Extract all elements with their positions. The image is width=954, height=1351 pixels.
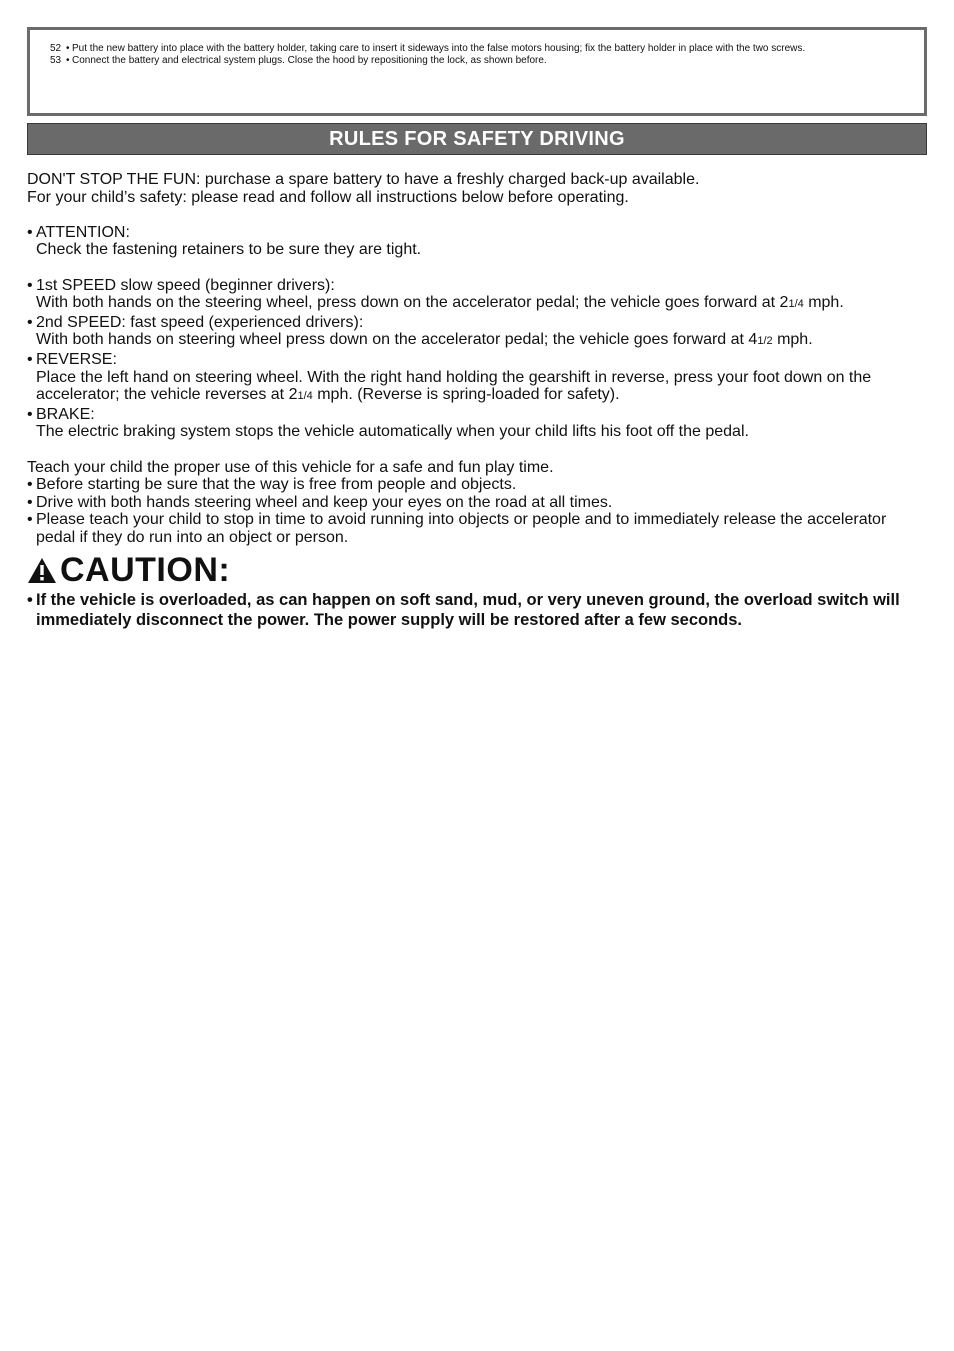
step-number: 53	[50, 55, 62, 66]
teach-intro: Teach your child the proper use of this vehicle for a safe and fun play time.	[27, 458, 554, 476]
instructions-body	[27, 171, 927, 546]
bullet: •	[27, 511, 33, 529]
fraction: 1/4	[297, 390, 313, 403]
bullet: •	[27, 493, 33, 511]
list-item: • If the vehicle is overloaded, as can happen on soft sand, mud, or very uneven ground, the overload switch will immediately disconnect the power. The power supply will be restored after a few seconds.	[27, 591, 900, 629]
caution-title: CAUTION:	[60, 550, 231, 589]
speed1-label: 1st SPEED slow speed (beginner drivers):	[36, 276, 335, 294]
bullet: •	[27, 591, 33, 609]
steps-box	[27, 27, 927, 116]
reverse-label: REVERSE:	[36, 350, 117, 368]
step-text: Connect the battery and electrical system plugs. Close the hood by repositioning the lock, as shown before.	[72, 55, 547, 66]
attention-item	[27, 224, 927, 242]
step-text: Put the new battery into place with the battery holder, taking care to insert it sideways into the false motors housing; fix the battery holder in place with the two screws.	[72, 43, 806, 54]
speed2-item	[27, 314, 927, 332]
step-number: 52	[50, 43, 62, 54]
list-item: • Please teach your child to stop in time to avoid running into objects or people and to immediately release the accelerator pedal if they do run into an object or person.	[27, 511, 887, 546]
list-item: • Drive with both hands steering wheel and keep your eyes on the road at all times.	[27, 493, 613, 511]
brake-label: BRAKE:	[36, 405, 95, 423]
section-banner: RULES FOR SAFETY DRIVING	[27, 123, 927, 155]
caution-text	[27, 591, 927, 630]
attention-label: ATTENTION:	[36, 223, 130, 241]
bullet: •	[27, 223, 33, 241]
step-item	[30, 55, 924, 67]
fraction: 1/2	[757, 335, 773, 348]
fraction: 1/4	[788, 298, 804, 311]
bullet: •	[66, 43, 70, 54]
list-item: • Before starting be sure that the way is free from people and objects.	[27, 476, 517, 494]
speed1-item	[27, 277, 927, 295]
speed2-label: 2nd SPEED: fast speed (experienced drivers):	[36, 313, 364, 331]
bullet: •	[66, 55, 70, 66]
reverse-item	[27, 351, 927, 369]
bullet: •	[27, 276, 33, 294]
bullet: •	[27, 350, 33, 368]
attention-text: Check the fastening retainers to be sure they are tight.	[36, 241, 422, 259]
step-item	[30, 43, 924, 55]
bullet: •	[27, 476, 33, 494]
reverse-text: Place the left hand on steering wheel. With the right hand holding the gearshift in reverse, press your foot down on the accelerator; the vehicle reverses at 21/4 mph. (Reverse is spring-loaded for safety).	[36, 368, 872, 404]
intro-line: DON'T STOP THE FUN: purchase a spare battery to have a freshly charged back-up available.	[27, 171, 700, 188]
speed1-text: With both hands on the steering wheel, press down on the accelerator pedal; the vehicle goes forward at 21/4 mph.	[36, 294, 844, 312]
bullet: •	[27, 405, 33, 423]
bullet: •	[27, 313, 33, 331]
warning-triangle-icon	[27, 557, 57, 584]
brake-text: The electric braking system stops the vehicle automatically when your child lifts his foot off the pedal.	[36, 423, 749, 441]
speed2-text: With both hands on steering wheel press down on the accelerator pedal; the vehicle goes forward at 41/2 mph.	[36, 331, 813, 349]
brake-item	[27, 406, 927, 424]
caution-heading	[27, 549, 230, 591]
intro-line: For your child’s safety: please read and follow all instructions below before operating.	[27, 188, 629, 206]
